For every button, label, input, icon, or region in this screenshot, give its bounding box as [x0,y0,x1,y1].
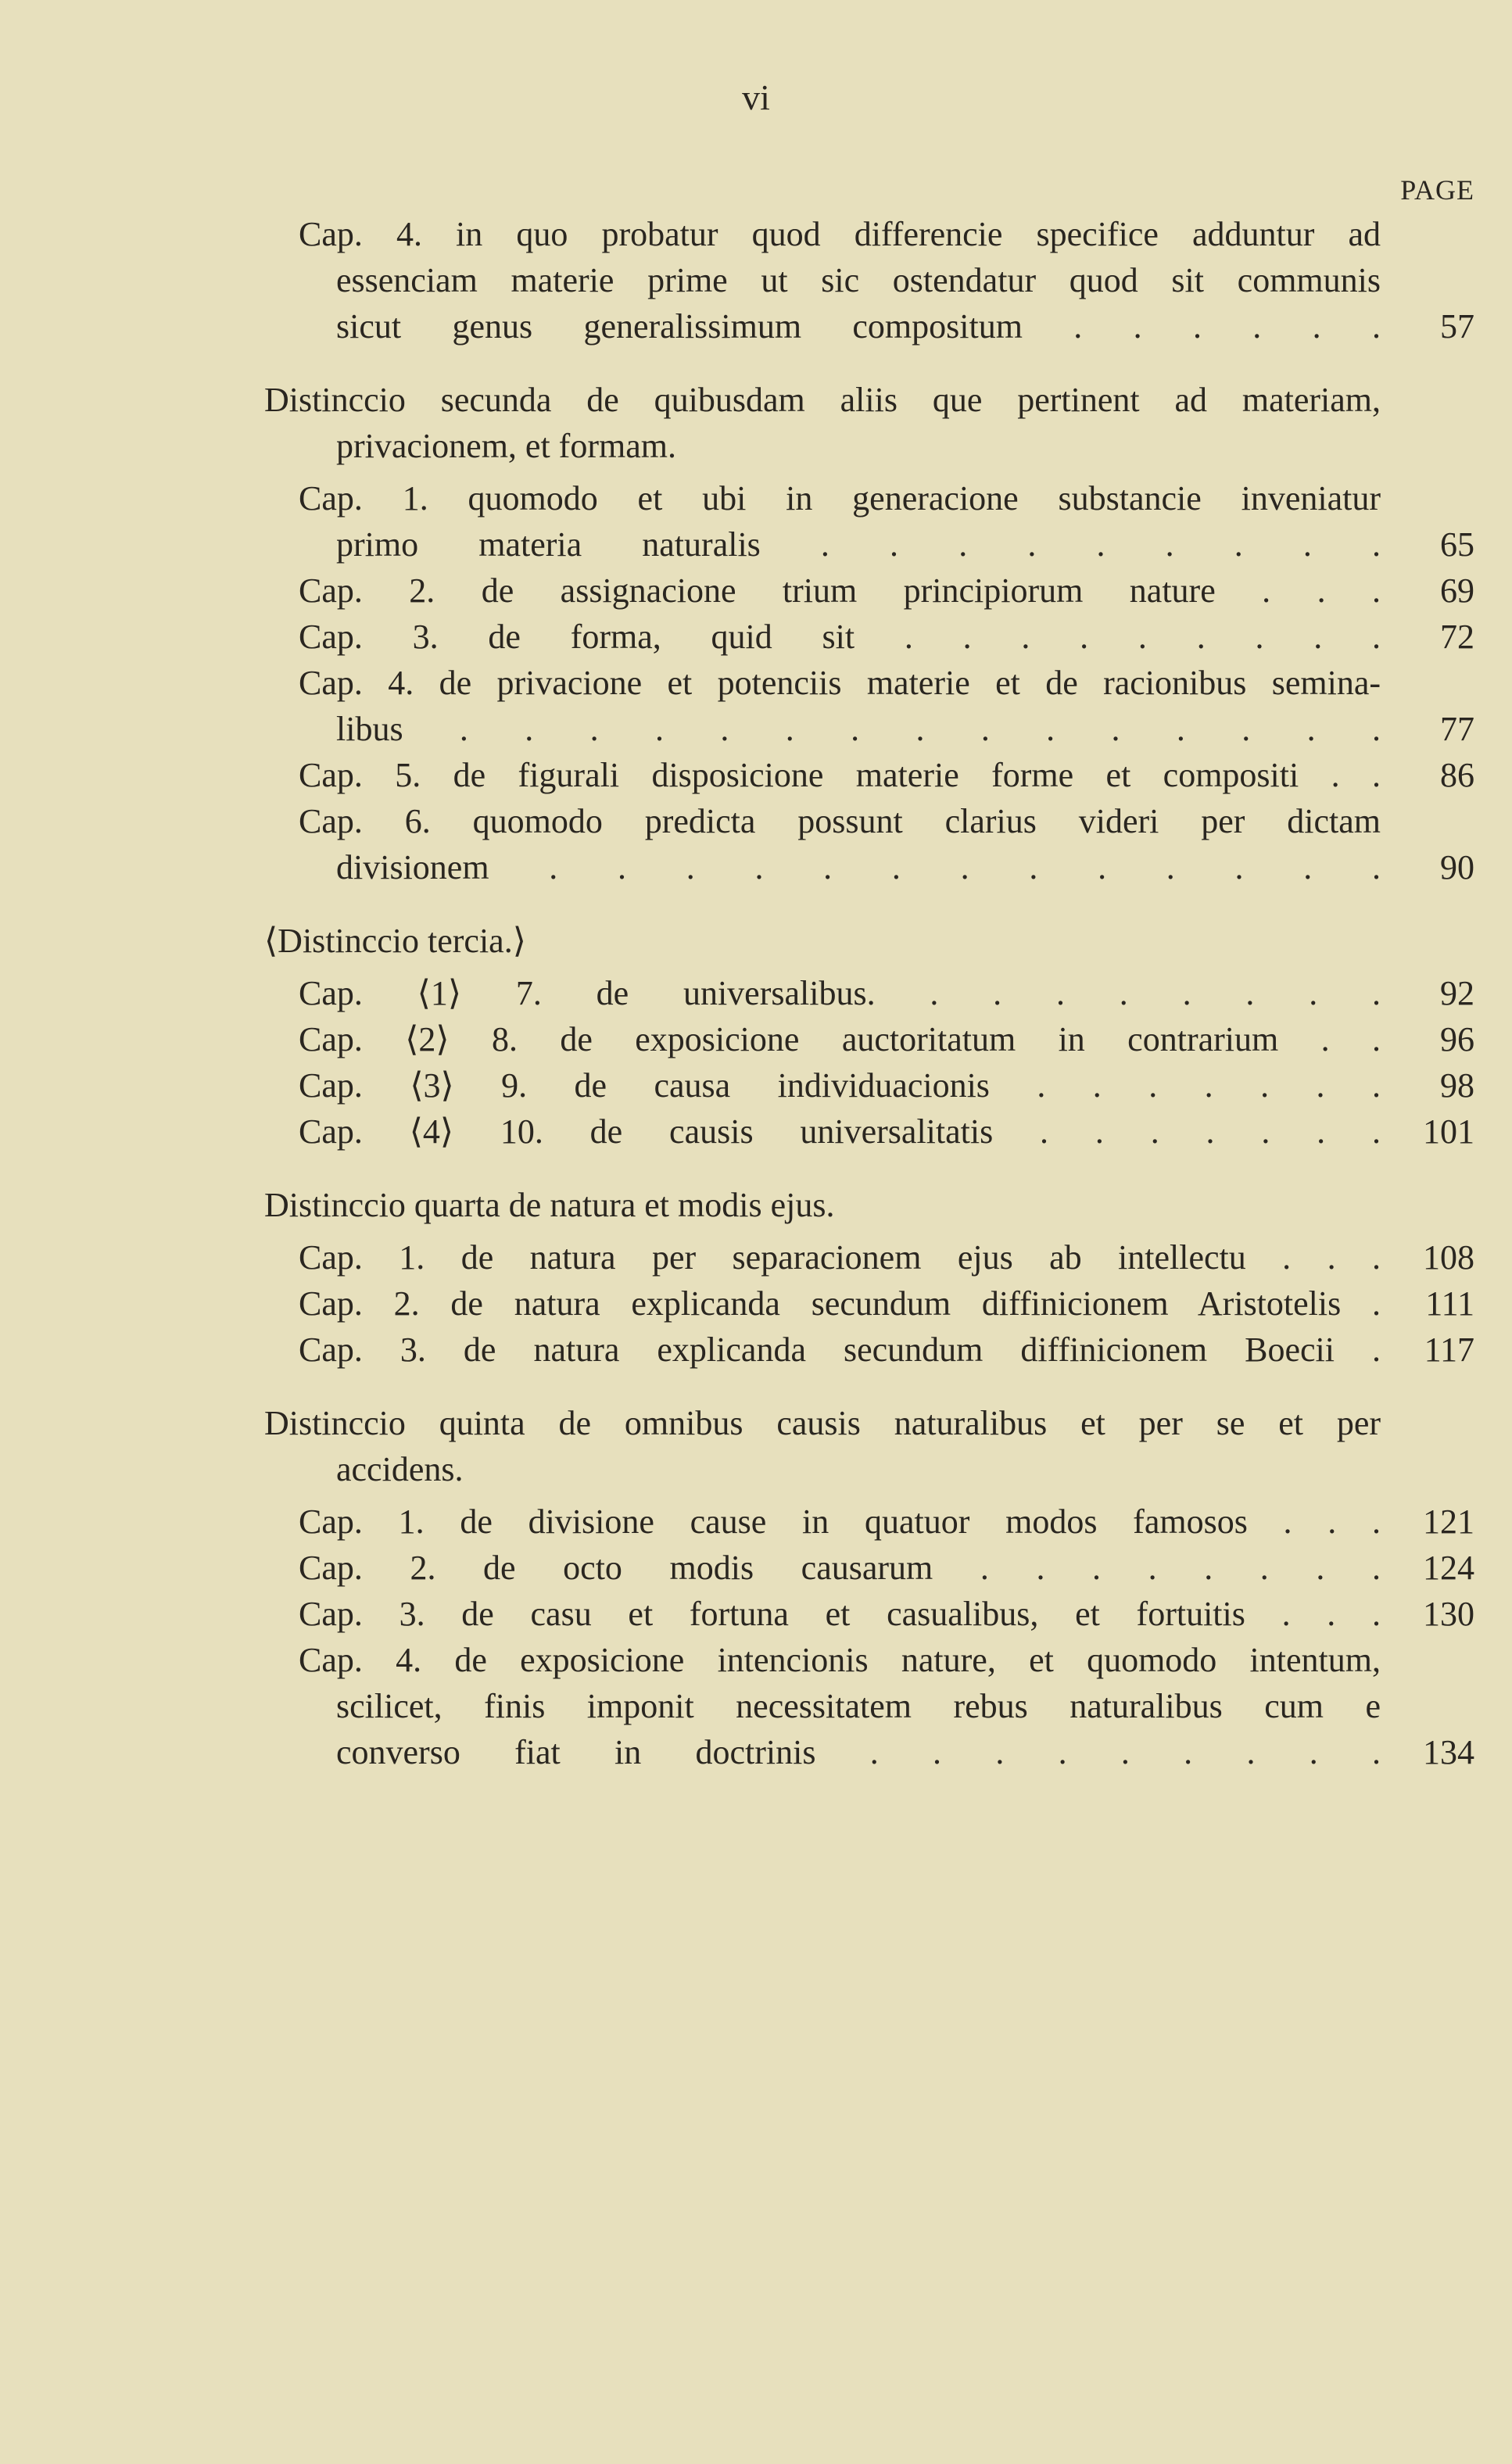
entry-text: Cap. ⟨4⟩ 10. de causis universalitatis . . . . . . . [299,1112,1381,1151]
page-number: 101 [1423,1112,1474,1151]
page-number: 86 [1440,756,1474,794]
page-number: 77 [1440,710,1474,748]
heading-line [264,918,1474,964]
heading-text: ⟨Distinccio tercia.⟩ [264,922,526,960]
toc-entry[interactable] [264,1591,1474,1637]
entry-text: Cap. 6. quomodo predicta possunt clarius videri per dictam [299,802,1381,840]
toc-entry[interactable] [264,1234,1474,1280]
entry-text: primo materia naturalis . . . . . . . . . [336,525,1381,564]
entry-text: Cap. 1. de divisione cause in quatuor modos famosos . . . [299,1502,1381,1541]
page-number: 57 [1440,307,1474,346]
page-number: 108 [1423,1238,1474,1277]
entry-line [264,521,1474,568]
toc-entry[interactable] [264,1545,1474,1591]
toc-entry[interactable] [264,568,1474,614]
entry-text: Cap. 1. de natura per separacionem ejus ab intellectu . . . [299,1238,1381,1277]
entry-text: Cap. 2. de natura explicanda secundum diffinicionem Aristotelis . [299,1284,1381,1323]
page-number: 92 [1440,974,1474,1012]
section-heading [264,1182,1474,1228]
entry-text: Cap. 2. de octo modis causarum . . . . . . . . [299,1549,1381,1587]
section-heading [264,918,1474,964]
toc-entry[interactable] [264,1108,1474,1155]
toc-entry[interactable] [264,1637,1474,1775]
entry-line [264,568,1474,614]
entry-text: Cap. ⟨1⟩ 7. de universalibus. . . . . . . . . [299,974,1381,1012]
section-heading [264,377,1474,469]
entry-text: Cap. 4. de privacione et potenciis materie et de racionibus semina- [299,664,1381,702]
entry-line [264,1280,1474,1327]
entry-line [264,614,1474,660]
heading-line [264,1182,1474,1228]
entry-line [264,1108,1474,1155]
toc-section [264,918,1474,1155]
page-number: 117 [1424,1330,1474,1369]
heading-text: privacionem, et formam. [336,427,676,465]
toc-entry[interactable] [264,1062,1474,1108]
entry-line [264,1591,1474,1637]
page-number: 111 [1425,1284,1474,1323]
toc-section [264,1182,1474,1373]
entry-text: divisionem . . . . . . . . . . . . . [336,848,1381,886]
page-folio: vi [742,77,770,117]
entry-text: converso fiat in doctrinis . . . . . . . . . [336,1733,1381,1771]
page-number: 98 [1440,1066,1474,1105]
entry-text: Cap. 4. de exposicione intencionis nature, et quomodo intentum, [299,1641,1381,1679]
entry-text: Cap. 2. de assignacione trium principiorum nature . . . [299,571,1381,610]
entry-line [264,1327,1474,1373]
entry-line [264,475,1474,521]
heading-text: accidens. [336,1450,464,1488]
page-number: 69 [1440,571,1474,610]
entry-line [264,844,1474,890]
page-number: 65 [1440,525,1474,564]
toc-entry[interactable] [264,970,1474,1016]
section-heading [264,1400,1474,1492]
entry-text: Cap. 3. de natura explicanda secundum diffinicionem Boecii . [299,1330,1381,1369]
entry-text: Cap. 5. de figurali disposicione materie forme et compositi . . [299,756,1381,794]
page-number: 121 [1423,1502,1474,1541]
entry-line [264,798,1474,844]
entry-line [264,660,1474,706]
page-number: 96 [1440,1020,1474,1058]
entry-text: Cap. ⟨3⟩ 9. de causa individuacionis . . . . . . . [299,1066,1381,1105]
entry-text: Cap. 4. in quo probatur quod differencie specifice adduntur ad [299,215,1381,253]
toc-entry[interactable] [264,475,1474,568]
entry-line [264,303,1474,349]
toc-entry[interactable] [264,1499,1474,1545]
heading-line [264,1400,1474,1446]
entry-line [264,1016,1474,1062]
entry-text: Cap. 1. quomodo et ubi in generacione substancie inveniatur [299,479,1381,518]
toc-entry[interactable] [264,752,1474,798]
heading-text: Distinccio quarta de natura et modis ejus. [264,1186,835,1224]
toc-entry[interactable] [264,1327,1474,1373]
page-number: 72 [1440,618,1474,656]
entry-line [264,257,1474,303]
entry-line [264,1729,1474,1775]
heading-text: Distinccio quinta de omnibus causis naturalibus et per se et per [264,1404,1381,1442]
entry-line [264,1545,1474,1591]
entry-line [264,1499,1474,1545]
entry-text: Cap. 3. de casu et fortuna et casualibus, et fortuitis . . . [299,1595,1381,1633]
page-number: 134 [1423,1733,1474,1771]
toc-section [264,211,1474,349]
entry-text: sicut genus generalissimum compositum . . . . . . [336,307,1381,346]
entry-text: Cap. ⟨2⟩ 8. de exposicione auctoritatum in contrarium . . [299,1020,1381,1058]
toc-entry[interactable] [264,1016,1474,1062]
entry-text: Cap. 3. de forma, quid sit . . . . . . . . . [299,618,1381,656]
entry-line [264,970,1474,1016]
heading-line [264,423,1474,469]
entry-text: scilicet, finis imponit necessitatem rebus naturalibus cum e [336,1687,1381,1725]
table-of-contents [264,211,1474,1775]
entry-line [264,706,1474,752]
toc-entry[interactable] [264,660,1474,752]
page-number: 130 [1423,1595,1474,1633]
entry-line [264,752,1474,798]
toc-entry[interactable] [264,614,1474,660]
entry-line [264,1234,1474,1280]
page-number: 124 [1423,1549,1474,1587]
toc-section [264,1400,1474,1775]
entry-line [264,1683,1474,1729]
entry-text: essenciam materie prime ut sic ostendatur quod sit communis [336,261,1381,299]
toc-entry[interactable] [264,798,1474,890]
heading-text: Distinccio secunda de quibusdam aliis que pertinent ad materiam, [264,381,1381,419]
entry-line [264,211,1474,257]
toc-entry[interactable] [264,211,1474,349]
entry-line [264,1062,1474,1108]
page-number: 90 [1440,848,1474,886]
heading-line [264,377,1474,423]
entry-text: libus . . . . . . . . . . . . . . . [336,710,1381,748]
heading-line [264,1446,1474,1492]
entry-line [264,1637,1474,1683]
toc-section [264,377,1474,890]
page-column-header: PAGE [1400,174,1474,206]
toc-entry[interactable] [264,1280,1474,1327]
